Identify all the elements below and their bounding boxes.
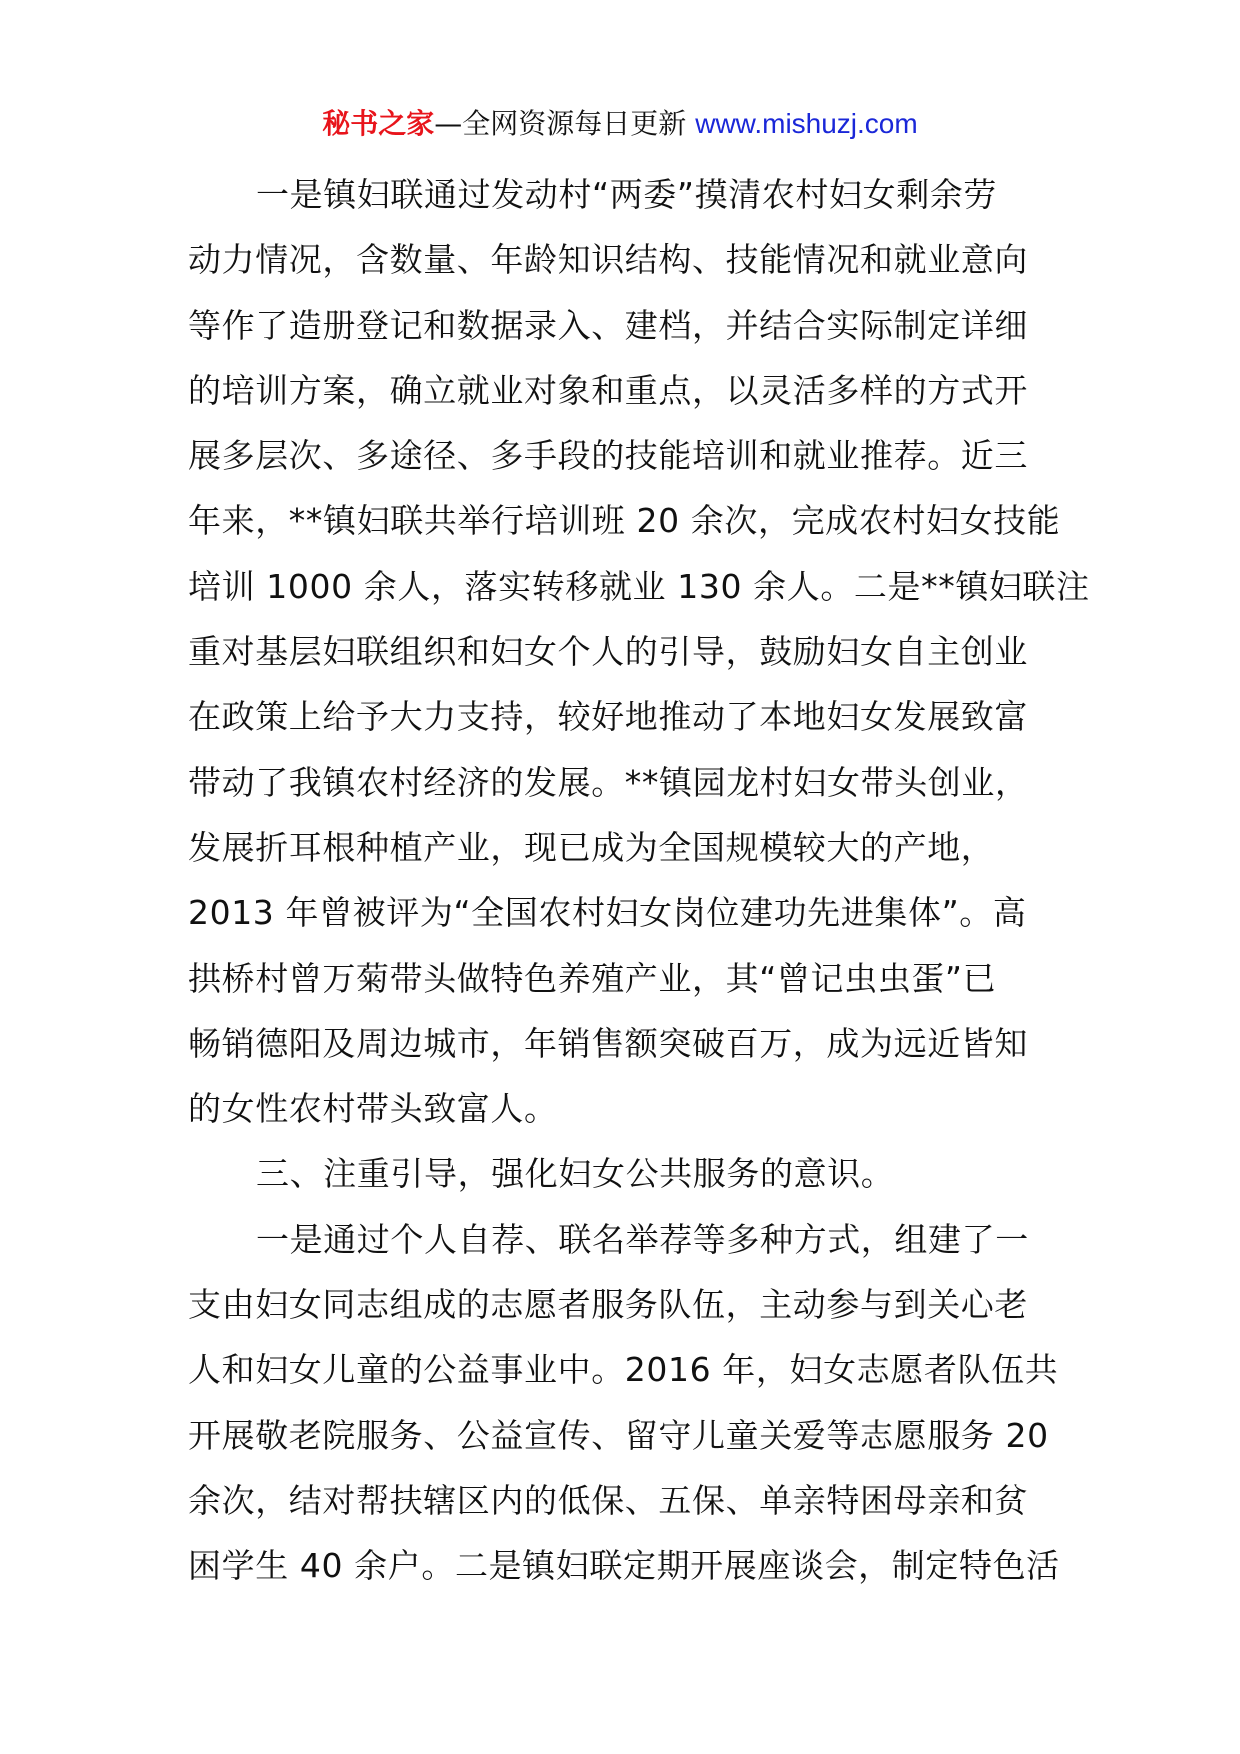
paragraph-line: 年来，**镇妇联共举行培训班 20 余次，完成农村妇女技能: [188, 501, 1061, 541]
paragraph-line: 发展折耳根种植产业，现已成为全国规模较大的产地，: [188, 827, 995, 867]
paragraph-line: 培训 1000 余人，落实转移就业 130 余人。二是**镇妇联注: [188, 566, 1090, 606]
site-url-link[interactable]: www.mishuzj.com: [695, 108, 918, 139]
paragraph-line: 困学生 40 余户。二是镇妇联定期开展座谈会，制定特色活: [188, 1546, 1060, 1586]
header-tagline: —全网资源每日更新: [434, 107, 687, 140]
paragraph-line: 余次，结对帮扶辖区内的低保、五保、单亲特困母亲和贫: [188, 1480, 1028, 1520]
paragraph-line: 动力情况，含数量、年龄知识结构、技能情况和就业意向: [188, 240, 1028, 280]
paragraph-line: 一是通过个人自荐、联名举荐等多种方式，组建了一: [256, 1219, 1029, 1259]
paragraph-line: 拱桥村曾万菊带头做特色养殖产业，其“曾记虫虫蛋”已: [188, 958, 997, 998]
document-body: [188, 162, 1090, 1599]
paragraph-line: 开展敬老院服务、公益宣传、留守儿童关爱等志愿服务 20: [188, 1415, 1049, 1455]
section-heading: 三、注重引导，强化妇女公共服务的意识。: [256, 1154, 895, 1194]
paragraph-line: 一是镇妇联通过发动村“两委”摸清农村妇女剩余劳: [256, 175, 997, 214]
paragraph-line: 重对基层妇联组织和妇女个人的引导，鼓励妇女自主创业: [188, 632, 1028, 672]
paragraph-line: 在政策上给予大力支持，较好地推动了本地妇女发展致富: [188, 697, 1028, 737]
paragraph-line: 展多层次、多途径、多手段的技能培训和就业推荐。近三: [188, 436, 1028, 476]
paragraph-line: 人和妇女儿童的公益事业中。2016 年，妇女志愿者队伍共: [188, 1350, 1059, 1390]
brand-name: 秘书之家: [322, 107, 435, 140]
paragraph-line: 的女性农村带头致富人。: [188, 1089, 558, 1129]
paragraph-line: 等作了造册登记和数据录入、建档，并结合实际制定详细: [188, 305, 1028, 345]
paragraph-line: 的培训方案，确立就业对象和重点，以灵活多样的方式开: [188, 370, 1028, 410]
paragraph-line: 畅销德阳及周边城市，年销售额突破百万，成为远近皆知: [188, 1023, 1028, 1063]
site-header: [0, 104, 1240, 144]
paragraph-line: 带动了我镇农村经济的发展。**镇园龙村妇女带头创业，: [188, 762, 1029, 802]
paragraph-line: 2013 年曾被评为“全国农村妇女岗位建功先进集体”。高: [188, 893, 1027, 933]
paragraph-line: 支由妇女同志组成的志愿者服务队伍，主动参与到关心老: [188, 1285, 1028, 1325]
